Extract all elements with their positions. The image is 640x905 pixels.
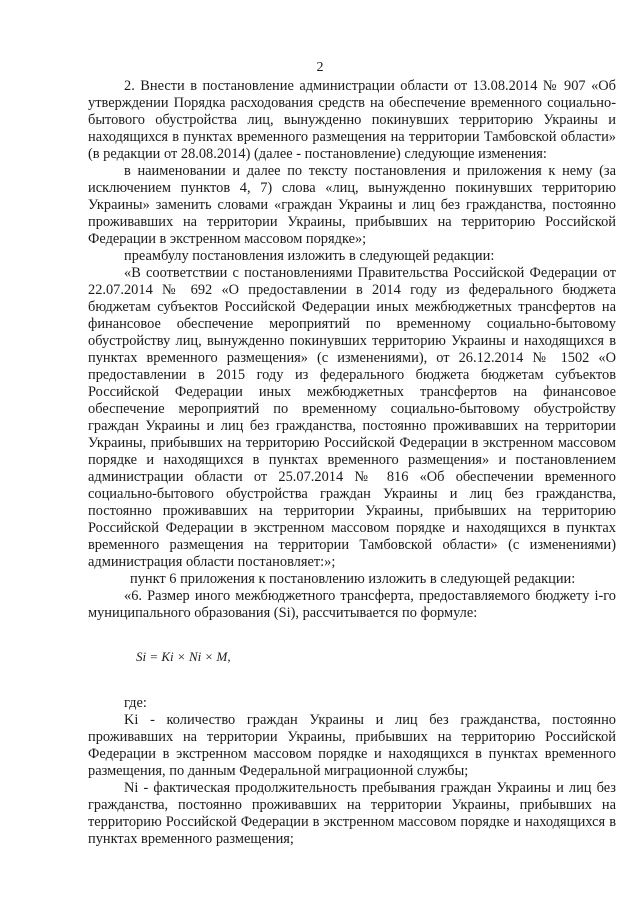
- paragraph-preamble-text: «В соответствии с постановлениями Правительства Российской Федерации от 22.07.2014 № 692 «О предоставлении в 2014 году из федерального бюджета бюджетам субъектов Российской Федерации иных межбюджетных трансфертов на финансовое обеспечение мероприятий по временному социально-бытовому обустройству лиц, вынужденно покинувших территорию Украины и находящихся в пунктах временного размещения» (с изменениями), от 26.12.2014 № 1502 «О предоставлении в 2015 году из федерального бюджета бюджетам субъектов Российской Федерации иных межбюджетных трансфертов на финансовое обеспечение мероприятий по временному социально-бытовому обустройству граждан Украины и лиц без гражданства, постоянно проживавших на территории Украины, прибывших на территорию Российской Федерации в экстренном массовом порядке и находящихся в пунктах временного размещения» и постановлением администрации области от 25.07.2014 № 816 «Об обеспечении временного социально-бытового обустройства граждан Украины и лиц без гражданства, постоянно проживавших на территории Украины, прибывших на территорию Российской Федерации в экстренном массовом порядке и находящихся в пунктах временного размещения на территории Тамбовской области» (с изменениями) администрация области постановляет:»;: [88, 265, 616, 570]
- paragraph-where: где:: [124, 695, 147, 711]
- paragraph-amendment-intro: 2. Внести в постановление администрации области от 13.08.2014 № 907 «Об утверждении Порядка расходования средств на обеспечение временного социально-бытового обустройства лиц, вынужденно покинувших территорию Украины и находящихся в пунктах временного размещения на территории Тамбовской области» (в редакции от 28.08.2014) (далее - постановление) следующие изменения:: [88, 78, 616, 162]
- paragraph-preamble-intro: преамбулу постановления изложить в следующей редакции:: [124, 248, 495, 264]
- page-number: 2: [316, 60, 324, 75]
- formula: [136, 648, 616, 665]
- paragraph-ni-definition: Ni - фактическая продолжительность пребывания граждан Украины и лиц без гражданства, постоянно проживавших на территории Украины, прибывших на территорию Российской Федерации в экстренном массовом порядке и находящихся в пунктах временного размещения;: [88, 780, 616, 847]
- paragraph-item6-text: «6. Размер иного межбюджетного трансферта, предоставляемого бюджету i-го муниципального образования (Si), рассчитывается по формуле:: [88, 588, 616, 621]
- paragraph-ki-definition: Ki - количество граждан Украины и лиц без гражданства, постоянно проживавших на территории Украины, прибывших на территорию Российской Федерации в экстренном массовом порядке и находящихся в пунктах временного размещения, по данным Федеральной миграционной службы;: [88, 712, 616, 779]
- paragraph-name-change: в наименовании и далее по тексту постановления и приложения к нему (за исключением пунктов 4, 7) слова «лиц, вынужденно покинувших территорию Украины» заменить словами «граждан Украины и лиц без гражданства, постоянно проживавших на территории Украины, прибывших на территорию Российской Федерации в экстренном массовом порядке»;: [88, 163, 616, 247]
- formula-expression: Si = Ki × Ni × M: [136, 649, 228, 664]
- paragraph-item6-intro: пункт 6 приложения к постановлению изложить в следующей редакции:: [130, 571, 576, 587]
- document-body: [88, 78, 616, 848]
- formula-tail: ,: [227, 649, 231, 664]
